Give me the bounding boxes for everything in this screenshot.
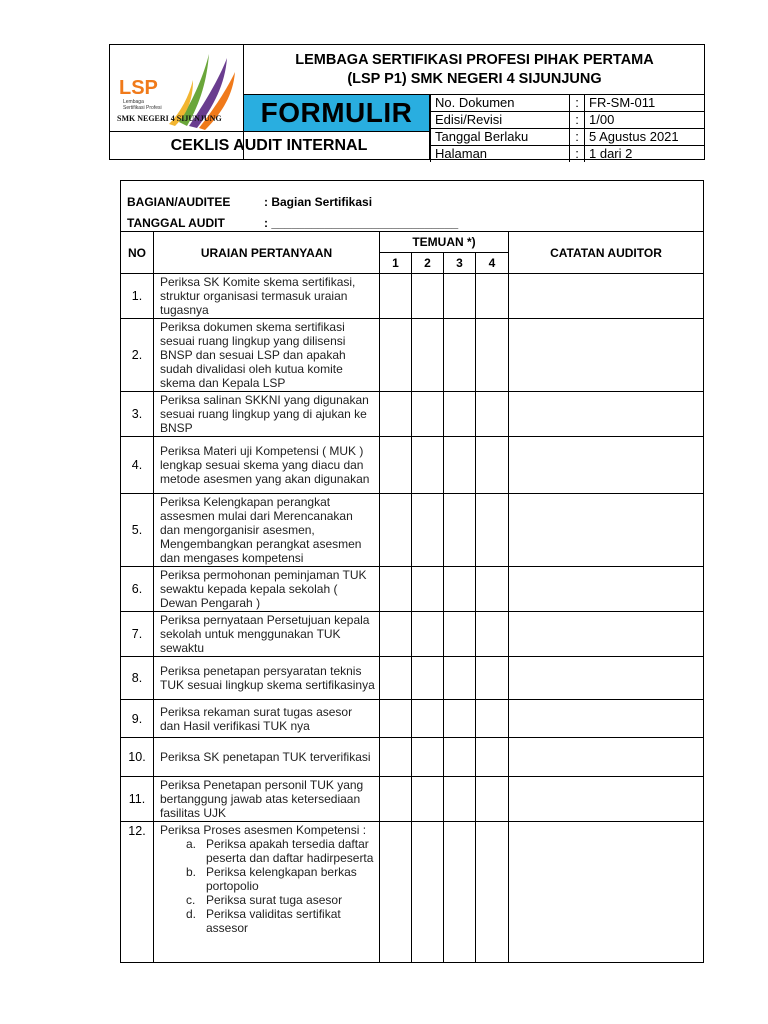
org-line-1: LEMBAGA SERTIFIKASI PROFESI PIHAK PERTAMA	[295, 52, 654, 68]
table-row	[121, 392, 704, 437]
table-row	[121, 822, 704, 963]
temuan-cell[interactable]	[380, 822, 412, 963]
row-question: Periksa rekaman surat tugas asesor dan Hasil verifikasi TUK nya	[154, 700, 380, 738]
sub-item-letter: d.	[186, 907, 197, 921]
auditee-info	[121, 181, 704, 232]
row-number: 4.	[121, 437, 154, 494]
sub-item-letter: b.	[186, 865, 197, 879]
catatan-cell[interactable]	[509, 567, 704, 612]
row-number: 1.	[121, 274, 154, 319]
temuan-cell[interactable]	[476, 319, 509, 392]
row-question: Periksa Kelengkapan perangkat assesmen mulai dari Merencanakan dan mengorganisir asesmen, Mengembangkan perangkat asesmen dan mengases kompetensi	[154, 494, 380, 567]
temuan-cell[interactable]	[380, 777, 412, 822]
col-uraian-header: URAIAN PERTANYAAN	[154, 232, 380, 274]
temuan-col-4: 4	[476, 253, 509, 274]
temuan-cell[interactable]	[412, 777, 444, 822]
temuan-cell[interactable]	[476, 822, 509, 963]
catatan-cell[interactable]	[509, 700, 704, 738]
table-row	[121, 437, 704, 494]
sub-item-text: Periksa surat tuga asesor	[206, 893, 343, 907]
temuan-cell[interactable]	[476, 700, 509, 738]
temuan-cell[interactable]	[444, 700, 476, 738]
document-meta	[429, 95, 705, 160]
temuan-cell[interactable]	[412, 700, 444, 738]
row-question: Periksa Penetapan personil TUK yang bertanggung jawab atas ketersediaan fasilitas UJK	[154, 777, 380, 822]
temuan-cell[interactable]	[380, 612, 412, 657]
temuan-cell[interactable]	[412, 612, 444, 657]
meta-sep: :	[570, 112, 585, 129]
logo-small-text-2: Sertifikasi Profesi	[123, 105, 162, 111]
meta-sep: :	[570, 146, 585, 163]
table-row	[121, 319, 704, 392]
temuan-cell[interactable]	[476, 437, 509, 494]
row-number: 11.	[121, 777, 154, 822]
row-question: Periksa penetapan persyaratan teknis TUK sesuai lingkup skema sertifikasinya	[154, 657, 380, 700]
temuan-cell[interactable]	[380, 700, 412, 738]
meta-label: Edisi/Revisi	[431, 112, 570, 129]
temuan-cell[interactable]	[444, 738, 476, 777]
temuan-cell[interactable]	[476, 392, 509, 437]
temuan-cell[interactable]	[444, 494, 476, 567]
catatan-cell[interactable]	[509, 437, 704, 494]
row-question: Periksa permohonan peminjaman TUK sewaktu kepada kepala sekolah ( Dewan Pengarah )	[154, 567, 380, 612]
temuan-cell[interactable]	[444, 822, 476, 963]
meta-value: 1 dari 2	[585, 146, 706, 163]
catatan-cell[interactable]	[509, 657, 704, 700]
audit-date-value: : ____________________________	[264, 215, 459, 230]
temuan-cell[interactable]	[412, 567, 444, 612]
temuan-cell[interactable]	[380, 274, 412, 319]
row-question-12	[154, 822, 380, 963]
meta-value: 5 Agustus 2021	[585, 129, 706, 146]
row-number: 2.	[121, 319, 154, 392]
row-question: Periksa dokumen skema sertifikasi sesuai ruang lingkup yang dilisensi BNSP dan sesuai LSP dan apakah sudah divalidasi oleh kutua komite skema dan Kepala LSP	[154, 319, 380, 392]
catatan-cell[interactable]	[509, 738, 704, 777]
temuan-cell[interactable]	[476, 567, 509, 612]
sub-item	[160, 837, 375, 865]
organization-name	[244, 44, 705, 95]
meta-row	[431, 95, 706, 112]
temuan-cell[interactable]	[380, 567, 412, 612]
logo-school-text: SMK NEGERI 4 SIJUNJUNG	[117, 114, 222, 123]
temuan-cell[interactable]	[444, 567, 476, 612]
row-number: 6.	[121, 567, 154, 612]
col-catatan-header: CATATAN AUDITOR	[509, 232, 704, 274]
auditee-value: : Bagian Sertifikasi	[264, 194, 373, 209]
row-question: Periksa pernyataan Persetujuan kepala sekolah untuk menggunakan TUK sewaktu	[154, 612, 380, 657]
auditee-label: BAGIAN/AUDITEE	[127, 194, 231, 209]
temuan-cell[interactable]	[476, 738, 509, 777]
meta-label: No. Dokumen	[431, 95, 570, 112]
temuan-cell[interactable]	[412, 319, 444, 392]
row-question: Periksa Proses asesmen Kompetensi :	[160, 823, 367, 837]
meta-row	[431, 112, 706, 129]
meta-row	[431, 146, 706, 163]
sub-item-list	[160, 837, 375, 935]
row-question: Periksa SK Komite skema sertifikasi, struktur organisasi termasuk uraian tugasnya	[154, 274, 380, 319]
row-number: 3.	[121, 392, 154, 437]
table-row	[121, 567, 704, 612]
catatan-cell[interactable]	[509, 274, 704, 319]
meta-label: Halaman	[431, 146, 570, 163]
logo-small-text-1: Lembaga	[123, 99, 144, 105]
temuan-cell[interactable]	[412, 392, 444, 437]
row-question: Periksa Materi uji Kompetensi ( MUK ) lengkap sesuai skema yang diacu dan metode asesmen yang akan digunakan	[154, 437, 380, 494]
meta-label: Tanggal Berlaku	[431, 129, 570, 146]
sub-item-letter: a.	[186, 837, 197, 851]
temuan-cell[interactable]	[380, 392, 412, 437]
row-number: 8.	[121, 657, 154, 700]
sub-item-text: Periksa apakah tersedia daftar peserta dan daftar hadirpeserta	[206, 837, 374, 865]
table-row	[121, 494, 704, 567]
catatan-cell[interactable]	[509, 612, 704, 657]
temuan-cell[interactable]	[444, 777, 476, 822]
temuan-cell[interactable]	[444, 274, 476, 319]
table-row	[121, 777, 704, 822]
row-number: 7.	[121, 612, 154, 657]
temuan-col-2: 2	[412, 253, 444, 274]
row-number: 12.	[121, 822, 154, 963]
temuan-cell[interactable]	[412, 657, 444, 700]
table-row	[121, 738, 704, 777]
table-row	[121, 700, 704, 738]
table-row	[121, 612, 704, 657]
temuan-cell[interactable]	[444, 657, 476, 700]
temuan-col-3: 3	[444, 253, 476, 274]
sub-item	[160, 907, 375, 935]
sub-item	[160, 893, 375, 907]
col-temuan-header: TEMUAN *)	[380, 232, 509, 253]
temuan-cell[interactable]	[412, 437, 444, 494]
sub-item-text: Periksa validitas sertifikat assesor	[206, 907, 341, 935]
temuan-cell[interactable]	[444, 392, 476, 437]
row-question: Periksa salinan SKKNI yang digunakan sesuai ruang lingkup yang di ajukan ke BNSP	[154, 392, 380, 437]
logo-lsp-text: LSP	[119, 77, 158, 99]
meta-sep: :	[570, 129, 585, 146]
temuan-cell[interactable]	[380, 437, 412, 494]
sub-item-text: Periksa kelengkapan berkas portopolio	[206, 865, 357, 893]
table-row	[121, 274, 704, 319]
table-row	[121, 657, 704, 700]
temuan-cell[interactable]	[380, 657, 412, 700]
temuan-cell[interactable]	[444, 612, 476, 657]
temuan-cell[interactable]	[380, 319, 412, 392]
temuan-cell[interactable]	[412, 274, 444, 319]
meta-value: 1/00	[585, 112, 706, 129]
catatan-cell[interactable]	[509, 777, 704, 822]
row-number: 5.	[121, 494, 154, 567]
sub-item	[160, 865, 375, 893]
temuan-cell[interactable]	[476, 494, 509, 567]
temuan-cell[interactable]	[476, 612, 509, 657]
temuan-cell[interactable]	[444, 319, 476, 392]
temuan-cell[interactable]	[412, 494, 444, 567]
col-no-header: NO	[121, 232, 154, 274]
meta-value: FR-SM-011	[585, 95, 706, 112]
row-number: 10.	[121, 738, 154, 777]
temuan-cell[interactable]	[476, 657, 509, 700]
row-question: Periksa SK penetapan TUK terverifikasi	[154, 738, 380, 777]
temuan-cell[interactable]	[380, 738, 412, 777]
temuan-cell[interactable]	[412, 738, 444, 777]
audit-date-label: TANGGAL AUDIT	[127, 215, 225, 230]
meta-sep: :	[570, 95, 585, 112]
temuan-cell[interactable]	[380, 494, 412, 567]
catatan-cell[interactable]	[509, 494, 704, 567]
sub-item-letter: c.	[186, 893, 196, 907]
temuan-col-1: 1	[380, 253, 412, 274]
temuan-cell[interactable]	[444, 437, 476, 494]
row-number: 9.	[121, 700, 154, 738]
temuan-cell[interactable]	[476, 777, 509, 822]
meta-row	[431, 129, 706, 146]
org-line-2: (LSP P1) SMK NEGERI 4 SIJUNJUNG	[347, 71, 602, 87]
document-title: CEKLIS AUDIT INTERNAL	[109, 131, 429, 160]
catatan-cell[interactable]	[509, 392, 704, 437]
temuan-cell[interactable]	[412, 822, 444, 963]
catatan-cell[interactable]	[509, 319, 704, 392]
formulir-label: FORMULIR	[244, 95, 429, 131]
audit-checklist	[120, 180, 703, 963]
catatan-cell[interactable]	[509, 822, 704, 963]
temuan-cell[interactable]	[476, 274, 509, 319]
